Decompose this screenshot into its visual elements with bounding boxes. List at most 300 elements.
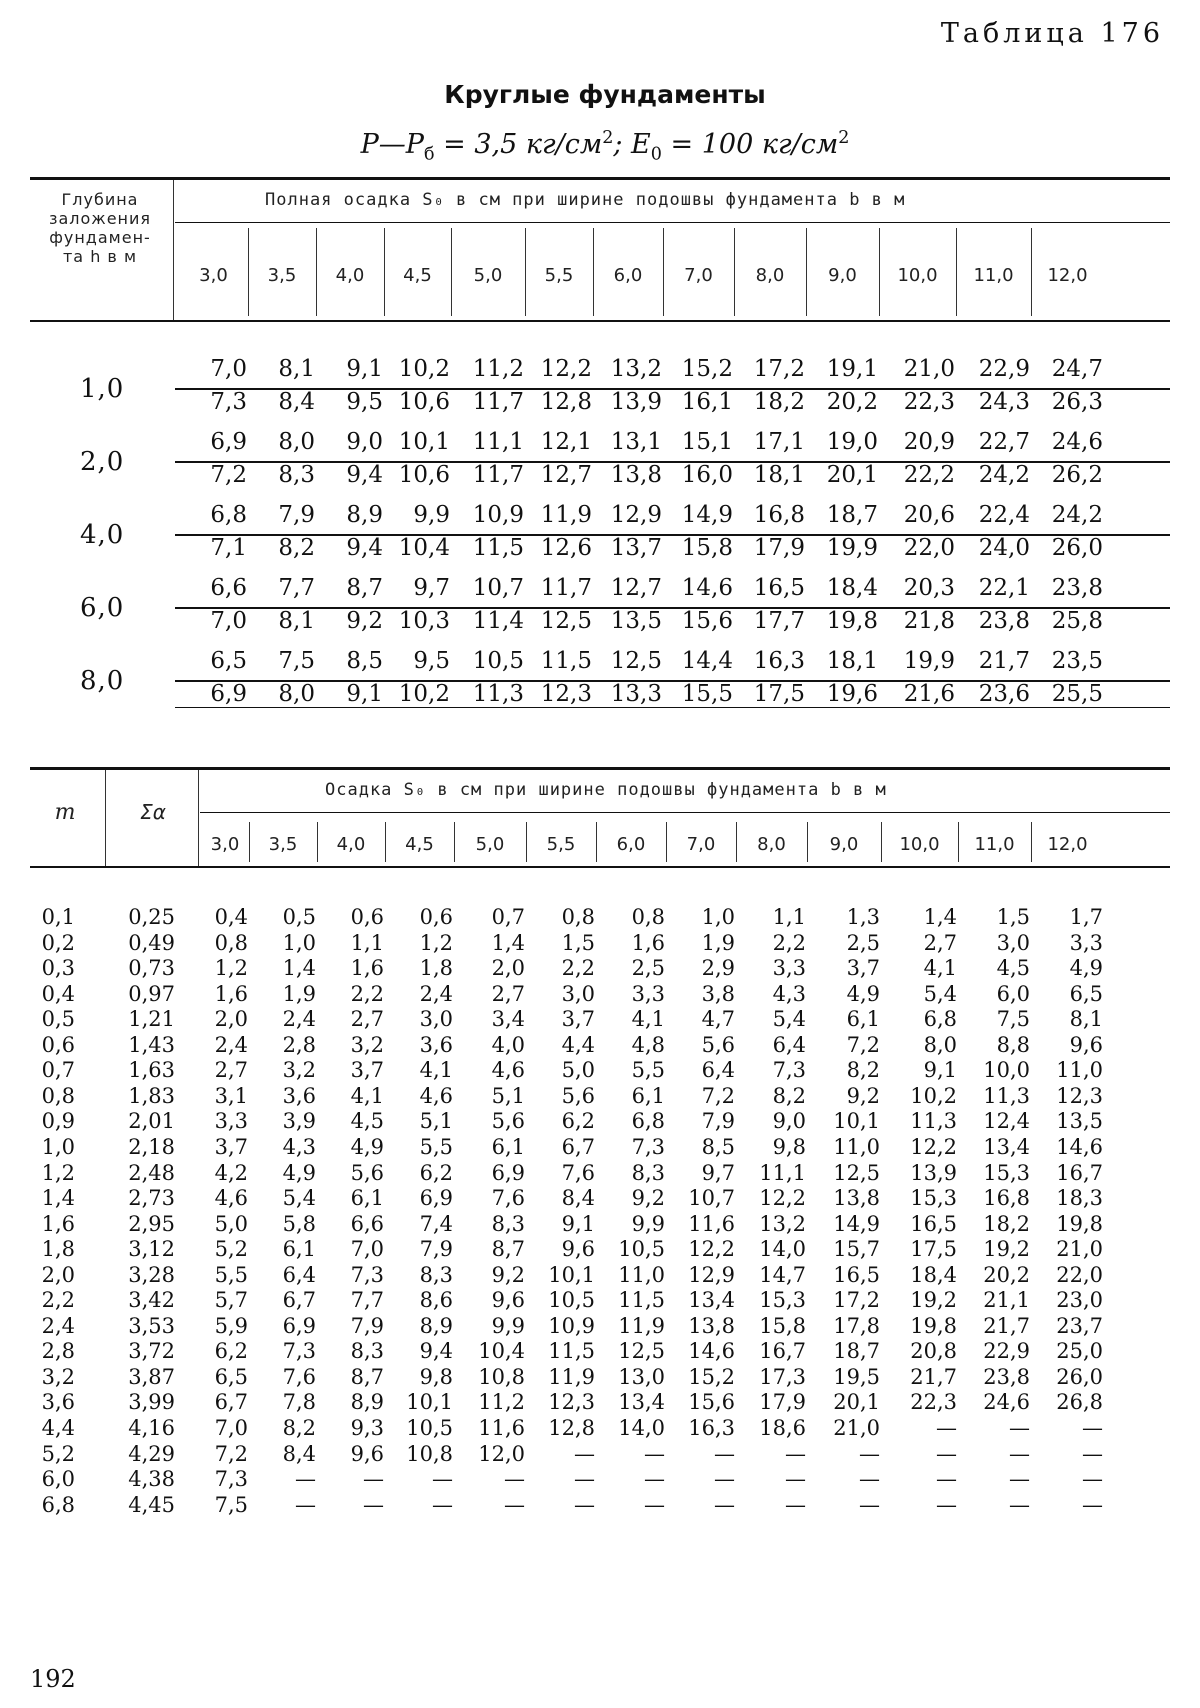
table1-depth-value: 1,0 <box>80 374 125 404</box>
table2-cell: 6,2 <box>214 1339 248 1363</box>
table1-header-bottom-rule <box>30 320 1170 322</box>
table2-cell: 2,8 <box>282 1033 316 1057</box>
table1-row-header-line: та h в м <box>62 247 138 266</box>
table2-cell: — <box>859 1493 880 1517</box>
table2-cell: 3,7 <box>214 1135 248 1159</box>
table2-cell: 5,6 <box>701 1033 735 1057</box>
table2-cell: 4,1 <box>923 956 957 980</box>
table2-cell: 6,1 <box>846 1007 880 1031</box>
table2-cell: 4,8 <box>631 1033 665 1057</box>
formula-e: ; E <box>613 129 651 160</box>
table1-header-divider <box>173 180 174 320</box>
table2-cell: — <box>432 1493 453 1517</box>
table1-cell-lower: 9,4 <box>346 462 383 488</box>
table2-cell: 11,9 <box>618 1314 665 1338</box>
table2-cell: — <box>574 1442 595 1466</box>
table2-cell: — <box>1009 1416 1030 1440</box>
table1-cell-lower: 24,2 <box>978 462 1030 488</box>
table1-col-header: 10,0 <box>897 265 938 286</box>
table2-cell: 17,9 <box>759 1390 806 1414</box>
formula-e-sub: 0 <box>650 144 662 165</box>
table2-cell-m: 3,6 <box>41 1390 75 1414</box>
table1-cell-upper: 16,8 <box>753 502 805 528</box>
table1-col-header: 11,0 <box>973 265 1014 286</box>
table2-cell: 2,5 <box>846 931 880 955</box>
table2-cell: 2,2 <box>561 956 595 980</box>
table2-col-header: 5,0 <box>475 834 505 855</box>
table1-cell-upper: 24,6 <box>1051 429 1103 455</box>
table2-cell: — <box>644 1442 665 1466</box>
table1-cell-lower: 22,2 <box>903 462 955 488</box>
table1-cell-lower: 19,9 <box>826 535 878 561</box>
table2-cell: 12,9 <box>688 1263 735 1287</box>
table1-cell-upper: 18,1 <box>826 648 878 674</box>
table2-cell: 8,8 <box>996 1033 1030 1057</box>
table2-cell: 11,2 <box>478 1390 525 1414</box>
table2-cell: 1,4 <box>923 905 957 929</box>
table2-cell-m: 3,2 <box>41 1365 75 1389</box>
table2-cell: 5,1 <box>419 1109 453 1133</box>
table1-cell-upper: 21,7 <box>978 648 1030 674</box>
table1-top-rule <box>30 177 1170 180</box>
table2-cell: 0,8 <box>631 905 665 929</box>
table2-cell: 10,4 <box>478 1339 525 1363</box>
table1-cell-lower: 8,2 <box>278 535 315 561</box>
table2-cell: 7,3 <box>214 1467 248 1491</box>
table2-cell: 7,6 <box>282 1365 316 1389</box>
table2-cell: 6,7 <box>282 1288 316 1312</box>
table2-cell: 13,4 <box>618 1390 665 1414</box>
table2-cell: 6,8 <box>923 1007 957 1031</box>
table1-cell-lower: 8,3 <box>278 462 315 488</box>
table2-cell: 8,9 <box>350 1390 384 1414</box>
table2-cell: 4,6 <box>419 1084 453 1108</box>
table1-cell-upper: 7,0 <box>210 356 247 382</box>
table2-cell: 7,2 <box>701 1084 735 1108</box>
table2-cell: 11,6 <box>688 1212 735 1236</box>
table1-depth-value: 6,0 <box>80 593 125 623</box>
table2-cell: 5,8 <box>282 1212 316 1236</box>
table2-cell: — <box>936 1493 957 1517</box>
table2-cell: 10,7 <box>688 1186 735 1210</box>
table2-cell-sum: 1,21 <box>128 1007 175 1031</box>
table2-cell: 10,8 <box>478 1365 525 1389</box>
table1-cell-lower: 6,9 <box>210 681 247 707</box>
table2-cell: — <box>1009 1442 1030 1466</box>
table2-cell: 4,5 <box>996 956 1030 980</box>
table2-cell: 3,0 <box>419 1007 453 1031</box>
table1-cell-lower: 20,1 <box>826 462 878 488</box>
table2-cell: 7,4 <box>419 1212 453 1236</box>
table2-cell: 0,8 <box>561 905 595 929</box>
formula-p-sub: б <box>423 144 435 165</box>
table1-cell-lower: 26,2 <box>1051 462 1103 488</box>
table2-cell-m: 5,2 <box>41 1442 75 1466</box>
table2-cell: 11,0 <box>833 1135 880 1159</box>
table2-cell: 9,6 <box>491 1288 525 1312</box>
table2-cell: 3,9 <box>282 1109 316 1133</box>
table2-cell: 5,1 <box>491 1084 525 1108</box>
table1-cell-lower: 18,1 <box>753 462 805 488</box>
formula-eq1: = 3,5 <box>434 129 526 160</box>
table2-cell: 0,6 <box>350 905 384 929</box>
table2-cell: 3,3 <box>214 1109 248 1133</box>
table2-cell: 13,5 <box>1056 1109 1103 1133</box>
table2-cell: 11,0 <box>1056 1058 1103 1082</box>
table1-cell-lower: 21,6 <box>903 681 955 707</box>
table1-cell-lower: 22,0 <box>903 535 955 561</box>
table2-cell: 3,3 <box>1069 931 1103 955</box>
table1-group-rule <box>175 222 1170 223</box>
table2-cell: 9,4 <box>419 1339 453 1363</box>
table1-cell-lower: 19,8 <box>826 608 878 634</box>
table2-cell: 8,9 <box>419 1314 453 1338</box>
table1-cell-lower: 8,1 <box>278 608 315 634</box>
table2-cell: 10,2 <box>910 1084 957 1108</box>
table2-cell: 2,4 <box>419 982 453 1006</box>
table2-cell-sum: 3,28 <box>128 1263 175 1287</box>
table2-cell: 16,8 <box>983 1186 1030 1210</box>
table2-cell: 4,1 <box>419 1058 453 1082</box>
table2-cell: 4,9 <box>1069 956 1103 980</box>
table2-cell: 5,4 <box>772 1007 806 1031</box>
table2-cell-sum: 3,99 <box>128 1390 175 1414</box>
table1-cell-upper: 19,1 <box>826 356 878 382</box>
table1-cell-lower: 17,7 <box>753 608 805 634</box>
table2-cell-sum: 2,73 <box>128 1186 175 1210</box>
table2-cell: 23,8 <box>983 1365 1030 1389</box>
table2-m-divider <box>105 770 106 866</box>
table2-cell: 9,2 <box>491 1263 525 1287</box>
table2-cell: 4,3 <box>772 982 806 1006</box>
table2-cell: — <box>1009 1467 1030 1491</box>
table1-col-header: 5,0 <box>473 265 503 286</box>
table1-col-header: 8,0 <box>755 265 785 286</box>
table2-cell-m: 1,2 <box>41 1161 75 1185</box>
table2-cell: 19,2 <box>910 1288 957 1312</box>
table1-cell-lower: 24,3 <box>978 389 1030 415</box>
table1-cell-upper: 18,7 <box>826 502 878 528</box>
table2-cell: 6,6 <box>350 1212 384 1236</box>
table2-cell: 4,5 <box>350 1109 384 1133</box>
table2-cell: — <box>295 1493 316 1517</box>
table2-cell: 6,9 <box>282 1314 316 1338</box>
table1-cell-lower: 8,4 <box>278 389 315 415</box>
table2-cell: 6,1 <box>631 1084 665 1108</box>
table1-cell-upper: 14,9 <box>681 502 733 528</box>
table1-cell-upper: 14,6 <box>681 575 733 601</box>
table2-cell-m: 1,0 <box>41 1135 75 1159</box>
table2-cell: 21,1 <box>983 1288 1030 1312</box>
table2-cell: 5,5 <box>419 1135 453 1159</box>
table2-cell: 9,2 <box>846 1084 880 1108</box>
table2-cell: 2,4 <box>214 1033 248 1057</box>
table1-cell-upper: 9,9 <box>413 502 450 528</box>
table1-cell-upper: 22,1 <box>978 575 1030 601</box>
table2-cell: 8,3 <box>631 1161 665 1185</box>
table2-header-m: m <box>54 800 76 825</box>
table2-cell: 8,0 <box>923 1033 957 1057</box>
table2-cell: 10,5 <box>618 1237 665 1261</box>
table1-cell-upper: 7,5 <box>278 648 315 674</box>
table1-cell-upper: 20,3 <box>903 575 955 601</box>
table2-cell: 8,2 <box>846 1058 880 1082</box>
table2-cell: 16,7 <box>759 1339 806 1363</box>
table2-cell: 9,1 <box>561 1212 595 1236</box>
table2-cell: 11,6 <box>478 1416 525 1440</box>
table1-cell-lower: 7,0 <box>210 608 247 634</box>
subtitle-formula <box>0 128 1200 164</box>
table2-cell: — <box>504 1493 525 1517</box>
table1-cell-lower: 12,8 <box>540 389 592 415</box>
table2-cell: — <box>714 1493 735 1517</box>
table1-cell-upper: 23,5 <box>1051 648 1103 674</box>
table2-cell: 7,9 <box>350 1314 384 1338</box>
table1-cell-upper: 18,4 <box>826 575 878 601</box>
table2-cell: — <box>644 1493 665 1517</box>
table2-cell: 6,5 <box>1069 982 1103 1006</box>
table2-cell: 6,4 <box>772 1033 806 1057</box>
table2-cell-m: 1,4 <box>41 1186 75 1210</box>
table1-cell-lower: 9,4 <box>346 535 383 561</box>
table2-cell: 14,7 <box>759 1263 806 1287</box>
table2-cell: 1,0 <box>282 931 316 955</box>
table2-cell: 9,2 <box>631 1186 665 1210</box>
table2-cell: 7,3 <box>631 1135 665 1159</box>
table2-cell: — <box>1082 1467 1103 1491</box>
table2-cell: 21,7 <box>910 1365 957 1389</box>
table2-col-header: 11,0 <box>974 834 1015 855</box>
table2-cell: 4,1 <box>631 1007 665 1031</box>
table2-cell: — <box>785 1493 806 1517</box>
table2-cell: 3,0 <box>561 982 595 1006</box>
table2-cell: 6,1 <box>282 1237 316 1261</box>
table2-cell-m: 6,0 <box>41 1467 75 1491</box>
table1-cell-upper: 20,9 <box>903 429 955 455</box>
table1-cell-lower: 22,3 <box>903 389 955 415</box>
table2-cell: 25,0 <box>1056 1339 1103 1363</box>
table2-cell: 9,9 <box>631 1212 665 1236</box>
table2-cell: 2,2 <box>772 931 806 955</box>
table2-cell: 2,5 <box>631 956 665 980</box>
table2-cell-m: 0,4 <box>41 982 75 1006</box>
table2-cell: 6,9 <box>491 1161 525 1185</box>
table2-cell: 1,4 <box>491 931 525 955</box>
table2-cell: 13,8 <box>833 1186 880 1210</box>
table1-cell-upper: 11,7 <box>540 575 592 601</box>
table1-cell-upper: 9,7 <box>413 575 450 601</box>
table1-cell-lower: 8,0 <box>278 681 315 707</box>
table2-cell: 3,7 <box>846 956 880 980</box>
table1-cell-upper: 6,9 <box>210 429 247 455</box>
table2-cell: 7,2 <box>214 1442 248 1466</box>
table1-cell-lower: 15,6 <box>681 608 733 634</box>
table2-cell: 20,1 <box>833 1390 880 1414</box>
table1-cell-upper: 24,2 <box>1051 502 1103 528</box>
table2-cell-m: 0,6 <box>41 1033 75 1057</box>
table1-row-header-line: фундамен- <box>49 228 151 247</box>
table2-cell: 6,0 <box>996 982 1030 1006</box>
table2-cell: 2,0 <box>491 956 525 980</box>
table1-cell-lower: 11,5 <box>472 535 524 561</box>
table2-cell: 13,8 <box>688 1314 735 1338</box>
table2-cell: 16,5 <box>833 1263 880 1287</box>
table1-cell-lower: 9,1 <box>346 681 383 707</box>
table2-cell-sum: 4,45 <box>128 1493 175 1517</box>
table1-cell-lower: 11,3 <box>472 681 524 707</box>
table1-cell-upper: 8,7 <box>346 575 383 601</box>
table2-cell: 22,0 <box>1056 1263 1103 1287</box>
table2-cell: — <box>1082 1493 1103 1517</box>
table1-cell-lower: 12,5 <box>540 608 592 634</box>
table2-cell: 22,3 <box>910 1390 957 1414</box>
table2-cell: 4,9 <box>350 1135 384 1159</box>
table1-cell-upper: 6,6 <box>210 575 247 601</box>
table2-cell: 5,6 <box>491 1109 525 1133</box>
table1-cell-lower: 13,5 <box>610 608 662 634</box>
table2-cell-sum: 2,01 <box>128 1109 175 1133</box>
table2-cell: — <box>295 1467 316 1491</box>
table1-cell-upper: 13,2 <box>610 356 662 382</box>
table1-col-header: 3,0 <box>199 265 228 286</box>
table2-cell-m: 4,4 <box>41 1416 75 1440</box>
table1-col-header: 9,0 <box>828 265 857 286</box>
table2-cell: 9,0 <box>772 1109 806 1133</box>
table2-cell: 1,6 <box>631 931 665 955</box>
table1-cell-lower: 15,8 <box>681 535 733 561</box>
table1-cell-upper: 15,1 <box>681 429 733 455</box>
table2-cell: 8,4 <box>561 1186 595 1210</box>
table2-cell: — <box>432 1467 453 1491</box>
table1-cell-upper: 10,5 <box>472 648 524 674</box>
table2-cell: — <box>574 1493 595 1517</box>
table1-cell-lower: 13,8 <box>610 462 662 488</box>
table1-cell-upper: 16,5 <box>753 575 805 601</box>
table1-cell-upper: 10,7 <box>472 575 524 601</box>
table2-cell-sum: 0,25 <box>128 905 175 929</box>
table2-cell: 4,9 <box>282 1161 316 1185</box>
page-title: Круглые фундаменты <box>444 80 766 109</box>
table1-cell-lower: 16,1 <box>681 389 733 415</box>
table1-cell-upper: 7,7 <box>278 575 315 601</box>
table2-cell: 14,9 <box>833 1212 880 1236</box>
table1-col-header: 3,5 <box>267 265 297 286</box>
table2-cell: — <box>1009 1493 1030 1517</box>
table2-cell: — <box>859 1442 880 1466</box>
table1-row-header-line: заложения <box>48 209 152 228</box>
table1-cell-upper: 12,7 <box>610 575 662 601</box>
table2-cell: 8,3 <box>350 1339 384 1363</box>
table2-cell: 5,6 <box>350 1161 384 1185</box>
table2-cell-sum: 0,73 <box>128 956 175 980</box>
table1-cell-lower: 11,7 <box>472 462 524 488</box>
table2-group-rule <box>200 812 1170 813</box>
table2-cell: 2,2 <box>350 982 384 1006</box>
table2-cell: 4,7 <box>701 1007 735 1031</box>
table2-cell: 12,3 <box>548 1390 595 1414</box>
table2-cell: 15,8 <box>759 1314 806 1338</box>
table2-cell: 1,0 <box>701 905 735 929</box>
table2-cell: 2,0 <box>214 1007 248 1031</box>
table1-cell-lower: 11,4 <box>472 608 524 634</box>
table2-cell-m: 0,8 <box>41 1084 75 1108</box>
table2-cell: 15,3 <box>759 1288 806 1312</box>
table1-cell-upper: 22,7 <box>978 429 1030 455</box>
table2-cell: 3,4 <box>491 1007 525 1031</box>
table2-cell: — <box>714 1467 735 1491</box>
table2-cell-sum: 4,16 <box>128 1416 175 1440</box>
table2-cell: 4,9 <box>846 982 880 1006</box>
table2-cell: 24,6 <box>983 1390 1030 1414</box>
table2-cell: 12,3 <box>1056 1084 1103 1108</box>
table1-cell-upper: 11,1 <box>472 429 524 455</box>
table2-cell: 8,1 <box>1069 1007 1103 1031</box>
table2-cell-sum: 3,53 <box>128 1314 175 1338</box>
table2-cell: — <box>785 1442 806 1466</box>
table2-cell-m: 6,8 <box>41 1493 75 1517</box>
table1-cell-upper: 8,5 <box>346 648 383 674</box>
table1-cell-upper: 19,0 <box>826 429 878 455</box>
table1-cell-lower: 17,9 <box>753 535 805 561</box>
table2-cell: 13,2 <box>759 1212 806 1236</box>
table2-cell: 8,7 <box>350 1365 384 1389</box>
formula-unit2-sup: 2 <box>838 128 850 148</box>
table2-col-header: 8,0 <box>757 834 786 855</box>
table2-cell: 7,2 <box>846 1033 880 1057</box>
table1-depth-value: 4,0 <box>80 520 125 550</box>
table2-cell: 7,5 <box>214 1493 248 1517</box>
table1-cell-upper: 9,0 <box>346 429 383 455</box>
table2-cell: 13,4 <box>983 1135 1030 1159</box>
table1-cell-lower: 16,0 <box>681 462 733 488</box>
page-number: 192 <box>30 1665 76 1693</box>
table1-cell-upper: 24,7 <box>1051 356 1103 382</box>
table2-cell: — <box>859 1467 880 1491</box>
table1-cell-lower: 17,5 <box>753 681 805 707</box>
table2-cell: — <box>1082 1442 1103 1466</box>
table1-cell-lower: 26,0 <box>1051 535 1103 561</box>
table2-cell: 9,8 <box>419 1365 453 1389</box>
table2-cell: 8,3 <box>419 1263 453 1287</box>
table2-cell: 14,6 <box>688 1339 735 1363</box>
table1-cell-upper: 12,5 <box>610 648 662 674</box>
table2-cell-sum: 1,43 <box>128 1033 175 1057</box>
table2-cell: 17,2 <box>833 1288 880 1312</box>
table1-cell-upper: 9,5 <box>413 648 450 674</box>
table2-cell: 10,9 <box>548 1314 595 1338</box>
table2-cell: 12,8 <box>548 1416 595 1440</box>
table2-cell: — <box>574 1467 595 1491</box>
table2-cell: 7,0 <box>350 1237 384 1261</box>
table2-col-header: 4,5 <box>405 834 434 855</box>
table2-cell: 8,7 <box>491 1237 525 1261</box>
table2-cell-sum: 0,49 <box>128 931 175 955</box>
table2-cell: 1,8 <box>419 956 453 980</box>
table2-cell: 11,3 <box>983 1084 1030 1108</box>
table2-cell: 2,7 <box>923 931 957 955</box>
table2-cell-m: 1,6 <box>41 1212 75 1236</box>
table1-cell-lower: 12,7 <box>540 462 592 488</box>
table1-cell-upper: 10,1 <box>398 429 450 455</box>
table2-cell-sum: 0,97 <box>128 982 175 1006</box>
table2-cell: 1,9 <box>701 931 735 955</box>
table1-cell-lower: 25,5 <box>1051 681 1103 707</box>
table1-cell-upper: 10,9 <box>472 502 524 528</box>
table2-cell-m: 0,2 <box>41 931 75 955</box>
table2-cell-m: 2,4 <box>41 1314 75 1338</box>
table1-col-header: 5,5 <box>544 265 574 286</box>
table2-cell: 12,5 <box>618 1339 665 1363</box>
